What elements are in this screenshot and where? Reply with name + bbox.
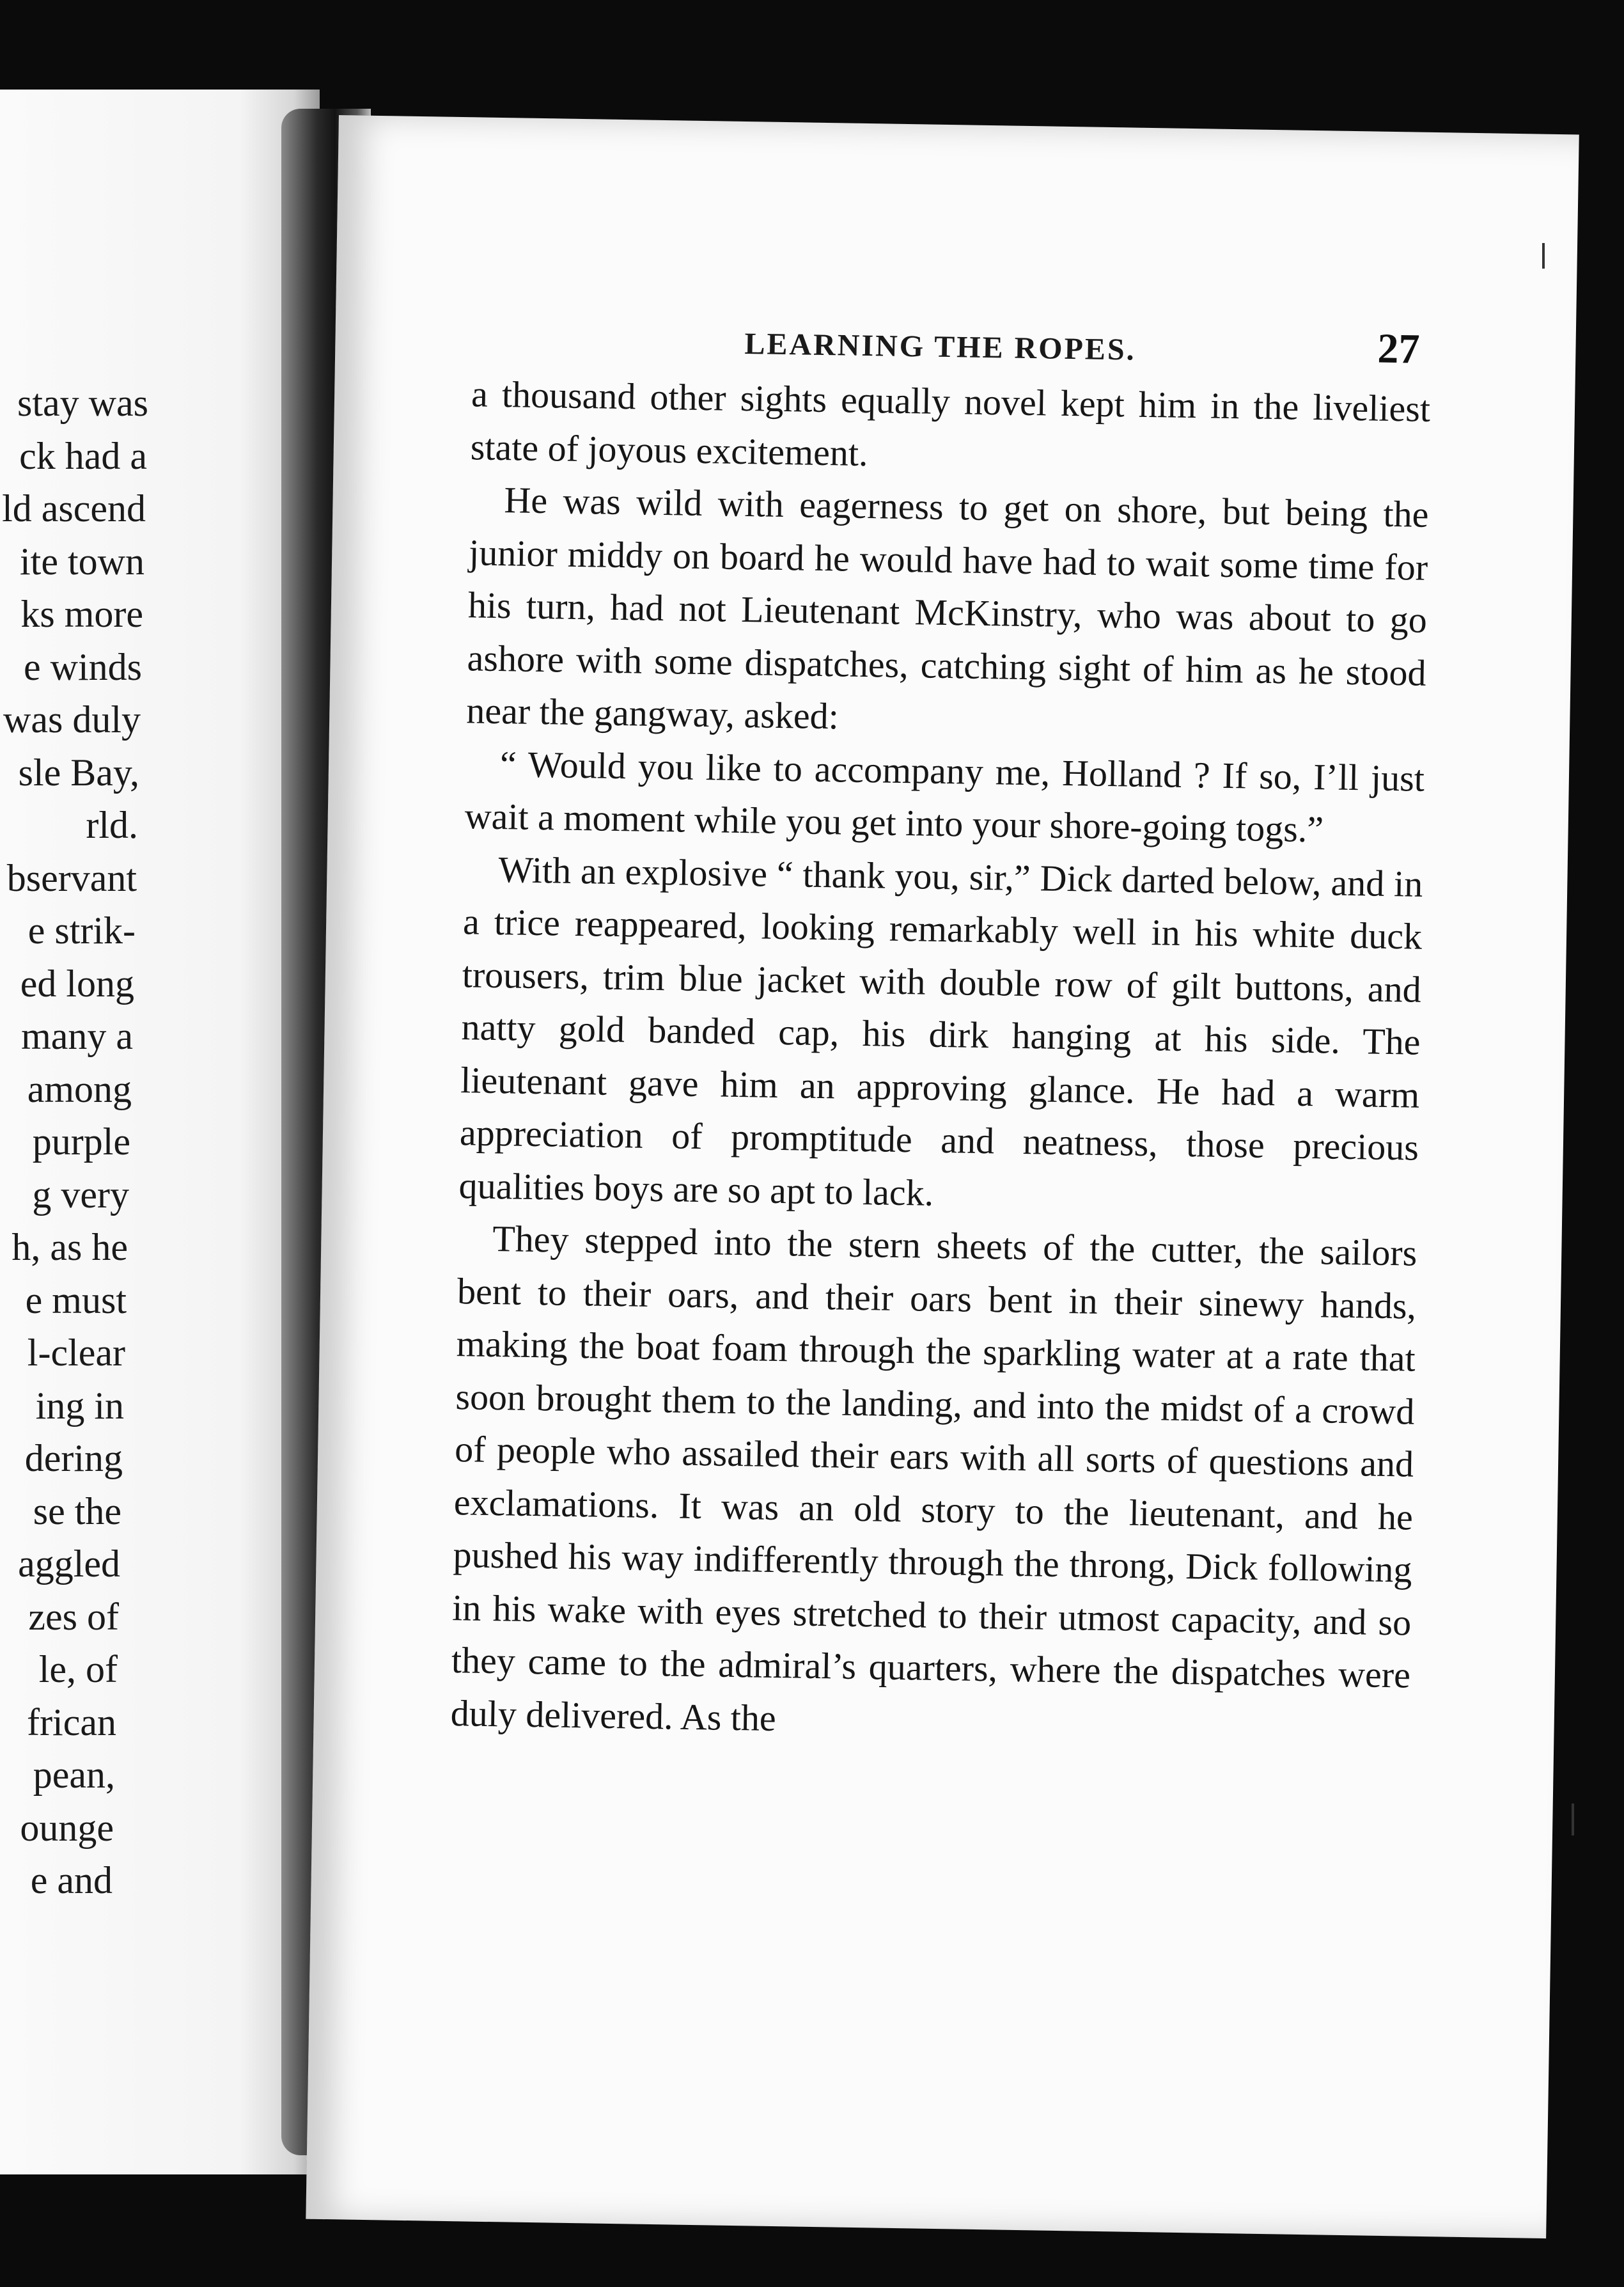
- body-text: [450, 368, 1431, 1754]
- right-page: [306, 115, 1579, 2238]
- paragraph: With an explosive “ thank you, sir,” Dick darted below, and in a trice reappeared, looking remarkably well in his white duck trousers, trim blue jacket with double row of gilt buttons, and natty gold banded cap, his dirk hanging at his side. The lieutenant gave him an approving glance. He had a warm appreciation of promptitude and neatness, those precious qualities boys are so apt to lack.: [458, 848, 1423, 1214]
- edge-mark: [1542, 243, 1545, 269]
- left-page-line: many a: [21, 1015, 133, 1057]
- left-page-line: dering: [24, 1437, 123, 1479]
- left-page-line: was duly: [3, 698, 141, 741]
- left-page-line: sle Bay,: [18, 751, 139, 794]
- left-page-line: g very: [32, 1173, 129, 1216]
- paragraph: They stepped into the stern sheets of the cutter, the sailors bent to their oars, and their oars bent in their sinewy hands, making the boat foam through the sparkling water at a rate that soon brought them to the landing, and into the midst of a crowd of people who assailed their ears with all sorts of questions and exclamations. It was an old story to the lieutenant, and he pushed his way indifferently through the throng, Dick following in his wake with eyes stretched to their utmost capacity, and so they came to the admiral’s quarters, where the dispatches were duly delivered. As the: [450, 1217, 1417, 1739]
- left-page-line: aggled: [18, 1543, 120, 1585]
- left-page-line: bservant: [6, 856, 137, 899]
- page-number: 27: [1377, 325, 1421, 373]
- left-page-line: pean,: [33, 1754, 115, 1796]
- left-page-line: zes of: [28, 1595, 119, 1638]
- left-page-line: purple: [32, 1120, 130, 1163]
- left-page-line: se the: [33, 1489, 121, 1532]
- left-page-line: stay was: [17, 382, 148, 424]
- left-page-line: l-clear: [27, 1332, 125, 1374]
- left-page-line: ed long: [20, 962, 134, 1005]
- left-page-line: e strik-: [27, 909, 136, 952]
- left-page-line: frican: [27, 1701, 116, 1743]
- left-page-line: e must: [25, 1278, 127, 1321]
- left-page-line: ing in: [35, 1384, 124, 1427]
- edge-mark: [1572, 1804, 1574, 1835]
- left-page-line: rld.: [86, 804, 138, 846]
- left-page-line: ks more: [20, 593, 143, 635]
- left-page-line: le, of: [38, 1648, 118, 1690]
- left-page: [0, 90, 320, 2174]
- left-page-line: e and: [30, 1859, 113, 1901]
- left-page-line: ck had a: [19, 434, 147, 477]
- running-head: LEARNING THE ROPES.: [744, 327, 1137, 367]
- left-page-line: h, as he: [12, 1226, 128, 1268]
- paragraph: a thousand other sights equally novel kept him in the liveliest state of joyous excitement.: [470, 373, 1431, 474]
- left-page-line: ite town: [20, 540, 144, 583]
- left-page-line: ounge: [20, 1806, 114, 1849]
- paragraph: “ Would you like to accompany me, Holland ? If so, I’ll just wait a moment while you get into your shore-going togs.”: [464, 743, 1425, 851]
- left-page-line: ld ascend: [2, 487, 146, 530]
- left-page-line: among: [27, 1067, 132, 1110]
- paragraph: He was wild with eagerness to get on shore, but being the junior middy on board he would have had to wait some time for his turn, had not Lieutenant McKinstry, who was about to go ashore with some dispatches, catching sight of him as he stood near the gangway, asked:: [465, 479, 1429, 737]
- left-page-line: e winds: [24, 645, 142, 688]
